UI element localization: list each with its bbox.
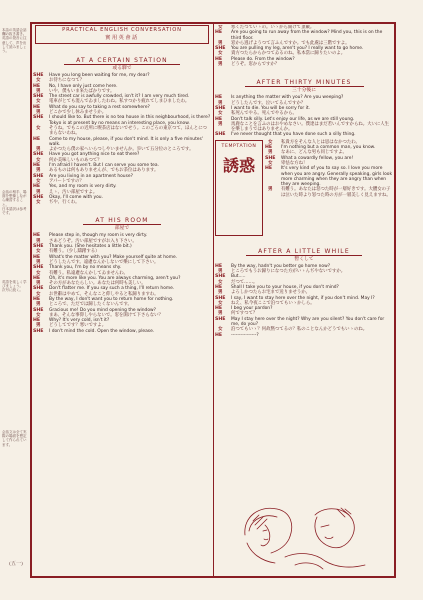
dialogue-line xyxy=(33,329,211,334)
line-text: どうぞ。窓からですか？ xyxy=(231,62,280,68)
temptation-dialogue xyxy=(265,140,393,236)
speaker-label: 女 xyxy=(36,78,41,84)
title-box xyxy=(35,25,209,44)
speaker-label: SHE xyxy=(33,115,44,121)
line-text: Shall I take you to your house, if you don't mind? xyxy=(231,284,339,290)
line-text: Have you got anything nice to eat there? xyxy=(49,152,140,158)
line-text: But..... xyxy=(231,274,246,280)
section-station xyxy=(33,47,211,72)
speaker-label: SHE xyxy=(33,328,44,334)
speaker-label: 女 xyxy=(218,25,223,30)
line-text: 私死んでやる。死んでやるから。 xyxy=(231,111,297,117)
line-text: It's very kind of you to say so. I love you more when you are angry. Generally speaking, girls look more charming when they are angry than when they are weeping. xyxy=(281,166,392,188)
line-text: Don't flatter me. If you say such a thing, I'll return home. xyxy=(49,286,175,292)
section-thirty-minutes xyxy=(215,69,393,94)
section-heading-ja: 部屋で xyxy=(114,226,130,232)
couple-illustration xyxy=(225,495,385,575)
speaker-label: HE xyxy=(215,56,223,62)
section-heading-en: AFTER THIRTY MINUTES xyxy=(245,79,364,87)
speaker-label: 男 xyxy=(36,189,41,195)
speaker-label: HE xyxy=(215,284,223,290)
line-text: どこかで少し休みませうか。 xyxy=(49,110,107,116)
line-text: ところで、ただでは歸したくないんです。 xyxy=(49,302,132,308)
line-text: Are you living in an apartment house? xyxy=(49,173,133,179)
line-text: 貴方つたらからかつてゐるのね。私本當に歸りたいのよ。 xyxy=(231,51,346,57)
line-text: I'm nothing but a common man, you know. xyxy=(281,145,376,151)
column-divider xyxy=(213,22,214,578)
speaker-label: HE xyxy=(215,30,223,36)
speaker-label: HE xyxy=(265,145,273,151)
temptation-block xyxy=(215,140,393,236)
line-text: Why? It's very cold, isn't it? xyxy=(49,318,110,324)
speaker-label: SHE xyxy=(33,244,44,250)
line-text: だつて……。 xyxy=(231,279,258,285)
speaker-label: SHE xyxy=(33,94,44,100)
line-text: よかつたら僕の家へいらつしやいませんか。歩いて五分位のところです。 xyxy=(49,147,194,153)
right-column xyxy=(215,25,393,575)
line-text: そうね。でもこの近所に喫茶店はないでせう。このごろの東京つて、ほんとにつまらないわね。 xyxy=(49,125,207,137)
line-text: Is anything the matter with you? Are you weeping? xyxy=(231,95,344,101)
speaker-label: 女 xyxy=(218,327,223,333)
line-text: Thank you, I'm by no means shy. xyxy=(49,265,122,271)
speaker-label: 女 xyxy=(36,291,41,297)
speaker-label: 女 xyxy=(36,270,41,276)
speaker-label: HE xyxy=(33,254,41,260)
line-text: Please do. From the window? xyxy=(231,56,295,62)
line-text: どうしたんです。遠慮なんかしないで樂にして下さい。 xyxy=(49,259,159,265)
speaker-label: HE xyxy=(33,104,41,110)
section-heading-ja: 暫くして xyxy=(294,256,314,262)
section-little-while xyxy=(215,238,393,263)
speaker-label: SHE xyxy=(215,46,226,52)
line-text: By the way, I don't want you to return home for nothing. xyxy=(49,296,174,302)
line-text: Thank you. (She hesitates a little bit.) xyxy=(49,244,132,250)
speaker-label: HE xyxy=(33,184,41,190)
line-text: May I stay here over the night? Why are you silent? You don't care for me, do you? xyxy=(231,316,385,328)
speaker-label: SHE xyxy=(33,307,44,313)
left-column xyxy=(33,25,211,575)
line-text: What's the matter with you? Make yourself quite at home. xyxy=(49,254,178,260)
line-text: By the way, hadn't you better go home now? xyxy=(231,263,331,269)
line-text: ぢや、行くわ。 xyxy=(49,200,80,206)
speaker-label: HE xyxy=(33,83,41,89)
speaker-label: HE xyxy=(33,318,41,324)
line-text: I've never thought that you have done such a silly thing. xyxy=(231,132,356,138)
temptation-title-en: TEMPTATION xyxy=(221,143,257,149)
line-text: ところでもうお歸りになつた方がいゝんぢやないですか。 xyxy=(231,269,346,275)
speaker-label: 男 xyxy=(36,259,41,265)
line-text: Gracious me! Do you mind opening the window? xyxy=(49,307,156,313)
speaker-label: 女 xyxy=(36,125,41,131)
speaker-label: 男 xyxy=(36,281,41,287)
line-text: I beg your pardon? xyxy=(231,306,273,312)
speaker-label: SHE xyxy=(33,265,44,271)
margin-note-top: 本誌の英語会話欄の抜き書き。 英語の発音に注意して、声を出して読みましょう。 xyxy=(2,28,27,54)
dialogue-line xyxy=(215,122,393,133)
speaker-label: 男 xyxy=(218,311,223,317)
speaker-label: 男 xyxy=(218,40,223,46)
speaker-label: 女 xyxy=(36,99,41,105)
speaker-label: SHE xyxy=(215,295,226,301)
line-text: えゝ、汚い部屋ですよ。 xyxy=(49,189,98,195)
line-text: Yes, and my room is very dirty. xyxy=(49,184,117,190)
speaker-label: 男 xyxy=(268,187,273,193)
speaker-label: HE xyxy=(215,95,223,101)
speaker-label: 女 xyxy=(36,157,41,163)
speaker-label: 女 xyxy=(218,111,223,117)
dialogue-line xyxy=(215,333,393,338)
speaker-label: SHE xyxy=(215,132,226,138)
line-text: 何か美味しいものあつて？ xyxy=(49,157,102,163)
line-text: I should like to. But there is no tea house in this neighbourhood, is there? Tokyo is at present by no means an interesting place, you know. xyxy=(49,115,211,126)
line-text: What a cowardly fellow, you are! xyxy=(281,155,354,161)
speaker-label: 男 xyxy=(218,269,223,275)
speaker-label: 男 xyxy=(36,323,41,329)
speaker-label: 女 xyxy=(268,160,273,166)
margin-note-mid: 会話の相手、場面を想像しながら練習すること。 日本語訳は参考です。 xyxy=(2,190,27,216)
speaker-label: 女 xyxy=(268,139,273,145)
speaker-label: HE xyxy=(215,332,223,338)
section-heading-ja: 或る驛で xyxy=(112,66,132,71)
line-text: Come to my house, please, if you don't mind. It is only a five minutes' walk. xyxy=(49,136,203,147)
speaker-label: 男 xyxy=(36,302,41,308)
speaker-label: 男 xyxy=(218,62,223,68)
line-text: お待ちになつて？ xyxy=(49,78,85,84)
section-heading-en: AFTER A LITTLE WHILE xyxy=(246,248,362,256)
speaker-label: SHE xyxy=(33,73,44,78)
line-text: さあどうぞ。汚い部屋ですがお入り下さい。 xyxy=(49,238,137,244)
line-text: Have you long been waiting for me, my dear? xyxy=(49,73,150,78)
line-text: お世辭はやめて。そんなこと仰しやると私歸りますわ。 xyxy=(49,291,159,297)
line-text: No, I have only just come here. xyxy=(49,83,118,89)
speaker-label: 男 xyxy=(218,121,223,127)
dialogue-line xyxy=(265,187,393,198)
speaker-label: HE xyxy=(33,296,41,302)
title-english: PRACTICAL ENGLISH CONVERSATION xyxy=(62,27,182,33)
line-text: どうしてです？寒いですよ。 xyxy=(49,323,107,329)
line-text: I say, I want to stay here over the night, if you don't mind. May I? xyxy=(231,295,375,301)
line-text: Don't talk silly. Let's enjoy our life, as we are still young. xyxy=(231,116,355,122)
speaker-label: HE xyxy=(33,136,41,142)
speaker-label: HE xyxy=(33,163,41,169)
speaker-label: SHE xyxy=(33,152,44,158)
section-heading-en: AT HIS ROOM xyxy=(83,217,160,225)
dialogue-line xyxy=(33,126,211,137)
line-text: Okay, I'll come with you. xyxy=(49,194,103,200)
line-text: 卑怯な方ね！ xyxy=(281,160,308,166)
speaker-label: HE xyxy=(33,275,41,281)
line-text: なあに、どんな男も同じですよ。 xyxy=(281,150,347,156)
speaker-label: SHE xyxy=(215,105,226,111)
speaker-label: 女 xyxy=(36,178,41,184)
dialogue-line xyxy=(215,30,393,41)
line-text: 馬鹿なことを言ふのはおやめなさい。僕達はまだ若いんですからね。大いに人生を樂しまうではありませんか。 xyxy=(231,121,390,133)
line-text: I don't mind the cold. Open the window, please. xyxy=(49,328,155,334)
dialogue-line xyxy=(265,166,393,187)
line-text: よろしかつたらお宅まで送りませうか。 xyxy=(231,290,311,296)
line-text: 有難う。（少し躊躇する） xyxy=(49,249,100,255)
speaker-label: 男 xyxy=(36,147,41,153)
speaker-label: SHE xyxy=(33,194,44,200)
speaker-label: 男 xyxy=(36,238,41,244)
line-text: 私貴方をそんな人とは思はなかつたわ。 xyxy=(281,139,360,145)
speaker-label: SHE xyxy=(215,316,226,322)
speaker-label: 女 xyxy=(218,300,223,306)
line-text: I'm afraid I haven't. But I can serve you some tea. xyxy=(49,163,159,169)
dialogue-line xyxy=(33,137,211,148)
speaker-label: SHE xyxy=(33,173,44,179)
speaker-label: HE xyxy=(215,116,223,122)
speaker-label: HE xyxy=(215,306,223,312)
page-number: (五一) xyxy=(9,561,23,567)
section-heading-en: AT A CERTAIN STATION xyxy=(64,57,180,65)
dialogue-line xyxy=(215,317,393,328)
line-text: What do you say to taking a rest somewhere? xyxy=(49,104,150,110)
section-room xyxy=(33,207,211,232)
line-text: The street car is awfully crowded, isn't it? I am very much tired. xyxy=(49,94,190,100)
line-text: 有難う。私遠慮なんかしてゐませんわ。 xyxy=(49,270,128,276)
line-text: Are you going to run away from the window? Mind you, this is on the third floor. xyxy=(231,30,383,41)
speaker-label: SHE xyxy=(33,286,44,292)
temptation-box xyxy=(215,140,263,236)
margin-note-mid2: 英語を楽しく学びましょう。 次号に続く。 xyxy=(2,280,27,293)
dialogue-line xyxy=(33,115,211,126)
line-text: 窓から逃げようつて言ふんですか。でも此處は三階ですよ。 xyxy=(231,40,350,46)
speaker-label: 女 xyxy=(218,51,223,57)
speaker-label: 男 xyxy=(36,110,41,116)
line-text: 電車がとても混んでゐましたわね。私すつかり疲れてしまひましたわ。 xyxy=(49,99,190,105)
temptation-title-ja: 誘惑 xyxy=(222,155,255,175)
speaker-label: 男 xyxy=(218,290,223,296)
speaker-label: 男 xyxy=(268,150,273,156)
speaker-label: 男 xyxy=(36,168,41,174)
line-text: Oh, it's more like you. You are always charming, aren't you? xyxy=(49,275,181,281)
line-text: 寒くたつていゝの。いゝから開けて頂戴。 xyxy=(231,25,315,30)
line-text: いや、僕もいま來たばかりです。 xyxy=(49,88,115,94)
speaker-label: HE xyxy=(265,166,273,172)
line-text: 有難う。あなたは怒つた時が一層好きです。大體女の子は泣いた時より怒つた時の方が一層美しく見えますね。 xyxy=(281,187,391,198)
line-text: ----------------? xyxy=(231,332,259,338)
line-text: I want to die. You will be sorry for it. xyxy=(231,105,310,111)
line-text: あるものは何もありませんが、でもお茶位はあります。 xyxy=(49,168,159,174)
dialogue-line xyxy=(215,132,393,137)
speaker-label: 女 xyxy=(36,312,41,318)
speaker-label: 男 xyxy=(36,88,41,94)
margin-note-low: 会話文は全て実際の場面を想定して作られています。 xyxy=(2,430,27,447)
line-text: Please step in, though my room is very dirty. xyxy=(49,233,148,239)
speaker-label: 女 xyxy=(218,279,223,285)
title-japanese: 實用英會話 xyxy=(105,35,139,41)
line-text: どうしたんです。泣いてるんですか？ xyxy=(231,100,306,106)
line-text: 泊つてもいゝ？何故黙つてるの？私のことなんかどうでもいゝのね。 xyxy=(231,327,368,333)
speaker-label: 女 xyxy=(36,249,41,255)
line-text: 何ですつて？ xyxy=(231,311,258,317)
dialogue-line xyxy=(215,62,393,67)
line-text: You are pulling my leg, aren't you? I really want to go home. xyxy=(231,46,364,52)
speaker-label: 男 xyxy=(218,100,223,106)
speaker-label: HE xyxy=(215,263,223,269)
line-text: その方があなたらしい。あなたは何時も美しい。 xyxy=(49,281,146,287)
speaker-label: SHE xyxy=(215,274,226,280)
line-text: ねえ、私今夜ここで泊つてもいゝかしら。 xyxy=(231,300,315,306)
speaker-label: HE xyxy=(33,233,41,239)
line-text: アパートですの？ xyxy=(49,178,84,184)
speaker-label: SHE xyxy=(265,155,276,161)
dialogue-line xyxy=(33,200,211,205)
line-text: まあ、そんな事仰しやらないで。窓を開けて下さらない？ xyxy=(49,312,163,318)
section-heading-ja: 三十分後に xyxy=(292,88,316,94)
speaker-label: 女 xyxy=(36,200,41,206)
